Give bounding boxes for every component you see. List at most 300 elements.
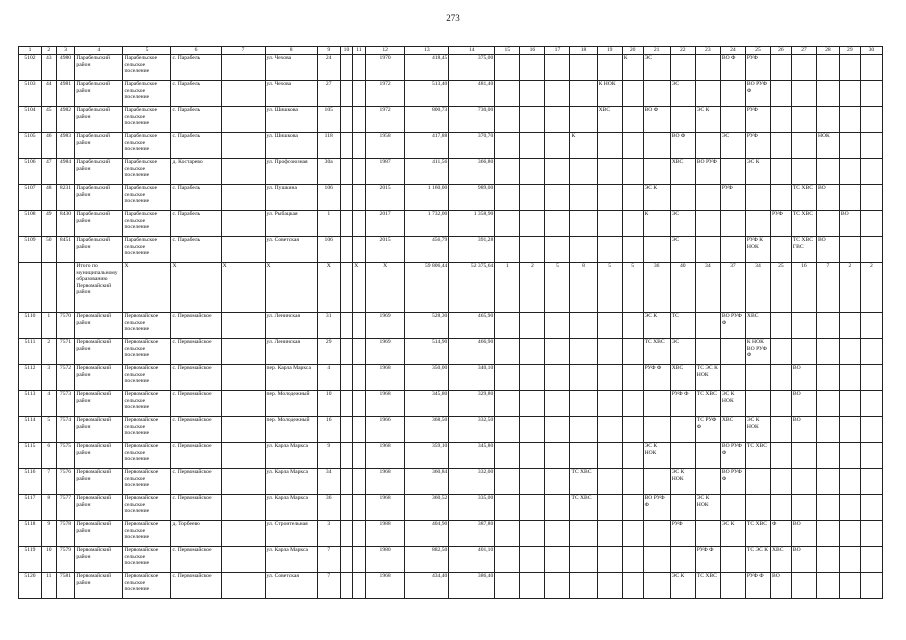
table-cell: 7572 [56, 365, 75, 391]
table-cell: 9 [41, 521, 56, 547]
table-cell: ВО РУФ Ф [720, 469, 745, 495]
table-cell [495, 521, 520, 547]
table-cell [340, 573, 353, 599]
table-cell: РУФ Ф [745, 573, 770, 599]
table-cell [340, 263, 353, 313]
table-cell [597, 495, 622, 521]
table-cell: 466,90 [449, 339, 495, 365]
table-cell [816, 159, 839, 185]
table-cell [670, 495, 695, 521]
table-cell: ЭС [670, 339, 695, 365]
table-cell [340, 107, 353, 133]
table-row [19, 313, 883, 339]
table-cell: Первомайское сельское поселение [123, 313, 171, 339]
table-cell [545, 339, 570, 365]
table-cell: 5116 [19, 469, 42, 495]
table-cell: 345,80 [405, 391, 449, 417]
table-cell: ЭС К НОК [695, 495, 720, 521]
table-cell: с. Первомайское [171, 547, 221, 573]
table-cell [643, 573, 670, 599]
table-cell: Х [221, 263, 265, 313]
table-cell [791, 313, 816, 339]
table-cell: ВО [791, 521, 816, 547]
table-cell: Парабельский район [75, 55, 123, 81]
table-cell: 5 [597, 263, 622, 313]
table-cell [695, 313, 720, 339]
table-cell: ул. Пушкина [265, 185, 317, 211]
table-cell [353, 81, 366, 107]
table-cell [622, 365, 643, 391]
table-cell [816, 521, 839, 547]
table-cell [860, 313, 882, 339]
table-cell: 404,90 [405, 521, 449, 547]
table-cell [597, 391, 622, 417]
table-cell: Первомайский район [75, 547, 123, 573]
table-cell [495, 133, 520, 159]
table-cell: д. Костарево [171, 159, 221, 185]
table-cell: ХВС [720, 417, 745, 443]
table-cell [545, 365, 570, 391]
table-cell [597, 469, 622, 495]
table-cell: Первомайский район [75, 443, 123, 469]
table-cell [695, 211, 720, 237]
table-cell [860, 573, 882, 599]
table-cell [839, 573, 860, 599]
table-cell [597, 417, 622, 443]
table-cell: Первомайский район [75, 339, 123, 365]
table-cell [839, 237, 860, 263]
table-cell [340, 365, 353, 391]
table-cell [770, 339, 791, 365]
table-cell [816, 55, 839, 81]
table-cell: ЭС К НОК [643, 443, 670, 469]
table-cell: 5119 [19, 547, 42, 573]
table-cell: РУФ К НОК [745, 237, 770, 263]
table-cell [340, 159, 353, 185]
table-cell: Парабельское сельское поселение [123, 81, 171, 107]
table-cell [597, 55, 622, 81]
table-cell [545, 81, 570, 107]
table-cell [622, 185, 643, 211]
table-cell: 1969 [365, 339, 405, 365]
table-cell: 2015 [365, 237, 405, 263]
table-cell: ЭС К [695, 107, 720, 133]
table-cell [221, 417, 265, 443]
table-cell: 9 [317, 443, 340, 469]
table-cell: 45 [41, 107, 56, 133]
table-cell [670, 185, 695, 211]
table-cell [643, 237, 670, 263]
table-cell: 27 [317, 81, 340, 107]
table-cell [839, 107, 860, 133]
housing-register-table [18, 46, 883, 599]
table-cell [495, 159, 520, 185]
table-cell: Парабельское сельское поселение [123, 211, 171, 237]
table-cell: ТС ЭС К НОК [695, 365, 720, 391]
table-cell [791, 133, 816, 159]
table-cell: Х [353, 263, 366, 313]
table-cell [597, 185, 622, 211]
table-cell: ЭС К [720, 521, 745, 547]
table-cell: ЭС [643, 55, 670, 81]
column-header-3: 3 [56, 47, 75, 55]
table-cell [570, 211, 597, 237]
table-cell [745, 469, 770, 495]
table-cell: ЭС [670, 237, 695, 263]
table-cell: ВО Ф [720, 55, 745, 81]
table-cell: 465,90 [449, 313, 495, 339]
table-cell [520, 391, 545, 417]
table-cell: Парабельский район [75, 237, 123, 263]
table-cell: 350,00 [405, 365, 449, 391]
table-cell [770, 159, 791, 185]
table-cell: 1 732,00 [405, 211, 449, 237]
table-cell [860, 211, 882, 237]
table-cell [221, 521, 265, 547]
table-cell [353, 237, 366, 263]
table-cell: 8430 [56, 211, 75, 237]
table-cell [597, 573, 622, 599]
table-cell: 7581 [56, 573, 75, 599]
table-cell [520, 417, 545, 443]
table-cell [56, 263, 75, 313]
table-cell [545, 185, 570, 211]
table-cell [791, 107, 816, 133]
table-cell: 1968 [365, 391, 405, 417]
table-cell: ХВС [670, 365, 695, 391]
table-cell [221, 81, 265, 107]
table-cell: ТС ХВС [791, 185, 816, 211]
table-cell: ВО Ф [670, 133, 695, 159]
table-cell [597, 365, 622, 391]
table-cell [340, 313, 353, 339]
table-cell [353, 365, 366, 391]
table-cell [860, 547, 882, 573]
column-header-1: 1 [19, 47, 42, 55]
table-cell: пер. Молодежный [265, 391, 317, 417]
table-cell [816, 313, 839, 339]
table-cell [643, 547, 670, 573]
table-cell: 30а [317, 159, 340, 185]
table-cell [570, 365, 597, 391]
column-header-12: 12 [365, 47, 405, 55]
table-cell: с. Первомайское [171, 573, 221, 599]
table-cell: ул. Ленинская [265, 313, 317, 339]
table-cell: 40 [670, 263, 695, 313]
column-header-11: 11 [353, 47, 366, 55]
table-cell [622, 391, 643, 417]
table-cell: К [643, 211, 670, 237]
column-header-2: 2 [41, 47, 56, 55]
table-cell [545, 133, 570, 159]
table-cell [839, 391, 860, 417]
table-row [19, 55, 883, 81]
table-cell [839, 443, 860, 469]
table-cell [570, 443, 597, 469]
table-cell [720, 339, 745, 365]
table-cell [770, 391, 791, 417]
table-cell: д. Торбеево [171, 521, 221, 547]
table-cell [816, 495, 839, 521]
table-cell [839, 313, 860, 339]
table-cell [770, 495, 791, 521]
table-row [19, 365, 883, 391]
table-cell: 1958 [365, 133, 405, 159]
table-cell: ЭС К НОК [670, 469, 695, 495]
table-cell: Первомайское сельское поселение [123, 339, 171, 365]
table-cell [860, 159, 882, 185]
table-cell: ВО [791, 547, 816, 573]
table-cell: 1968 [365, 365, 405, 391]
table-row [19, 547, 883, 573]
table-cell: 370,70 [449, 133, 495, 159]
table-cell [622, 547, 643, 573]
table-cell: ЭС К [745, 159, 770, 185]
table-cell: ул. Профсоюзная [265, 159, 317, 185]
table-cell: с. Первомайское [171, 417, 221, 443]
table-cell: с. Первомайское [171, 313, 221, 339]
table-cell: ТС ХВС ГВС [791, 237, 816, 263]
table-cell [860, 339, 882, 365]
table-cell: ул. Рыбацкая [265, 211, 317, 237]
table-cell: ВО РУФ Ф [643, 495, 670, 521]
table-cell: 34 [317, 469, 340, 495]
table-cell: 52 375,64 [449, 263, 495, 313]
table-cell [221, 107, 265, 133]
table-cell: 16 [791, 263, 816, 313]
column-header-17: 17 [545, 47, 570, 55]
table-cell: Парабельский район [75, 159, 123, 185]
table-cell [340, 521, 353, 547]
table-cell: Парабельский район [75, 185, 123, 211]
column-header-19: 19 [597, 47, 622, 55]
table-cell [695, 55, 720, 81]
table-cell [720, 159, 745, 185]
table-cell: 5104 [19, 107, 42, 133]
table-row [19, 573, 883, 599]
table-cell: 7577 [56, 495, 75, 521]
table-cell: 329,80 [449, 391, 495, 417]
table-cell [495, 365, 520, 391]
table-cell: 105 [317, 107, 340, 133]
table-cell [353, 417, 366, 443]
table-cell: Первомайский район [75, 365, 123, 391]
table-cell: 417,88 [405, 133, 449, 159]
table-row [19, 391, 883, 417]
table-cell: Парабельский район [75, 81, 123, 107]
table-cell [495, 107, 520, 133]
table-cell [622, 521, 643, 547]
table-cell: ТС ХВС [570, 469, 597, 495]
column-header-29: 29 [839, 47, 860, 55]
table-cell: 7576 [56, 469, 75, 495]
table-cell: 386,40 [449, 573, 495, 599]
table-cell: 360,52 [405, 495, 449, 521]
table-cell: 391,28 [449, 237, 495, 263]
table-cell [791, 159, 816, 185]
table-cell: ул. Чехова [265, 81, 317, 107]
table-cell: 335,00 [449, 495, 495, 521]
table-cell: ВО РУФ Ф [720, 313, 745, 339]
table-cell [545, 495, 570, 521]
table-cell [860, 469, 882, 495]
table-cell [353, 159, 366, 185]
table-cell: ЭС К [643, 313, 670, 339]
column-header-8: 8 [265, 47, 317, 55]
table-cell: 2 [520, 263, 545, 313]
table-cell: 5110 [19, 313, 42, 339]
table-cell [643, 469, 670, 495]
table-cell [340, 547, 353, 573]
table-cell: 1968 [365, 469, 405, 495]
table-cell: 5108 [19, 211, 42, 237]
table-cell [221, 133, 265, 159]
table-cell [770, 107, 791, 133]
table-cell [791, 339, 816, 365]
table-cell [816, 417, 839, 443]
table-cell [545, 159, 570, 185]
table-cell: 5107 [19, 185, 42, 211]
table-cell: ул. Карла Маркса [265, 443, 317, 469]
table-cell: РУФ [720, 185, 745, 211]
table-cell: 5103 [19, 81, 42, 107]
table-cell: Первомайское сельское поселение [123, 495, 171, 521]
table-cell [770, 417, 791, 443]
table-cell: 10 [41, 547, 56, 573]
column-header-6: 6 [171, 47, 221, 55]
table-cell: с. Парабель [171, 237, 221, 263]
table-cell: РУФ [770, 211, 791, 237]
table-cell [545, 443, 570, 469]
table-cell: 1 [317, 211, 340, 237]
table-cell: 5120 [19, 573, 42, 599]
table-cell: 44 [41, 81, 56, 107]
table-cell: ЭС К НОК [720, 391, 745, 417]
table-cell [839, 55, 860, 81]
table-cell [570, 185, 597, 211]
table-cell [570, 417, 597, 443]
table-cell [495, 417, 520, 443]
table-cell: с. Парабель [171, 107, 221, 133]
table-cell [570, 547, 597, 573]
table-cell: 34 [745, 263, 770, 313]
table-cell [353, 133, 366, 159]
table-cell: 2 [41, 339, 56, 365]
table-cell: РУФ [670, 521, 695, 547]
table-cell [816, 339, 839, 365]
table-row [19, 81, 883, 107]
table-cell: ТС ХВС [745, 521, 770, 547]
table-cell [622, 81, 643, 107]
table-cell: 514,90 [405, 339, 449, 365]
table-cell: Парабельский район [75, 107, 123, 133]
table-cell: ВО [770, 573, 791, 599]
table-cell: 4 [41, 391, 56, 417]
table-row [19, 495, 883, 521]
table-cell: 11 [41, 573, 56, 599]
table-cell: 5111 [19, 339, 42, 365]
table-cell: ХВС [745, 313, 770, 339]
table-cell [622, 339, 643, 365]
table-cell [597, 521, 622, 547]
table-row [19, 417, 883, 443]
table-cell: Парабельское сельское поселение [123, 55, 171, 81]
table-cell: с. Парабель [171, 185, 221, 211]
table-cell: 5118 [19, 521, 42, 547]
table-cell: ВО [816, 185, 839, 211]
table-cell: Х [123, 263, 171, 313]
table-cell: 332,00 [449, 469, 495, 495]
table-cell: ул. Карла Маркса [265, 469, 317, 495]
table-cell [495, 339, 520, 365]
table-cell [791, 81, 816, 107]
table-cell [340, 211, 353, 237]
table-cell [545, 237, 570, 263]
table-cell [221, 469, 265, 495]
table-cell: Первомайский район [75, 495, 123, 521]
table-cell: 4 [317, 365, 340, 391]
table-cell [520, 339, 545, 365]
table-cell [770, 185, 791, 211]
table-cell: 1 160,00 [405, 185, 449, 211]
table-cell: 5109 [19, 237, 42, 263]
table-cell [745, 495, 770, 521]
table-cell: с. Первомайское [171, 443, 221, 469]
table-cell [839, 469, 860, 495]
table-cell: с. Первомайское [171, 495, 221, 521]
table-row [19, 339, 883, 365]
table-cell [520, 55, 545, 81]
table-cell [495, 313, 520, 339]
table-cell [221, 365, 265, 391]
table-cell [520, 107, 545, 133]
table-cell [770, 81, 791, 107]
table-cell: РУФ [745, 133, 770, 159]
table-cell: ХВС [597, 107, 622, 133]
table-cell [520, 469, 545, 495]
table-cell [622, 469, 643, 495]
table-cell: Первомайское сельское поселение [123, 417, 171, 443]
table-cell: 5114 [19, 417, 42, 443]
table-cell [520, 81, 545, 107]
table-cell [622, 159, 643, 185]
table-cell [520, 365, 545, 391]
table-cell [643, 133, 670, 159]
table-cell [520, 573, 545, 599]
table-cell [770, 469, 791, 495]
table-cell [770, 313, 791, 339]
table-cell: 8231 [56, 185, 75, 211]
table-cell: 36 [317, 495, 340, 521]
table-cell: 29 [317, 339, 340, 365]
table-cell [520, 547, 545, 573]
table-cell: Парабельское сельское поселение [123, 185, 171, 211]
table-cell [545, 469, 570, 495]
table-cell [353, 339, 366, 365]
table-cell [353, 185, 366, 211]
table-cell [340, 81, 353, 107]
table-cell: Первомайский район [75, 391, 123, 417]
table-cell [597, 547, 622, 573]
table-cell [495, 469, 520, 495]
table-cell: ЭС К НОК [745, 417, 770, 443]
table-cell: 7573 [56, 391, 75, 417]
table-cell [221, 185, 265, 211]
table-cell [495, 391, 520, 417]
table-cell: 5105 [19, 133, 42, 159]
table-cell: РУФ Ф [643, 365, 670, 391]
table-cell: 4980 [56, 55, 75, 81]
